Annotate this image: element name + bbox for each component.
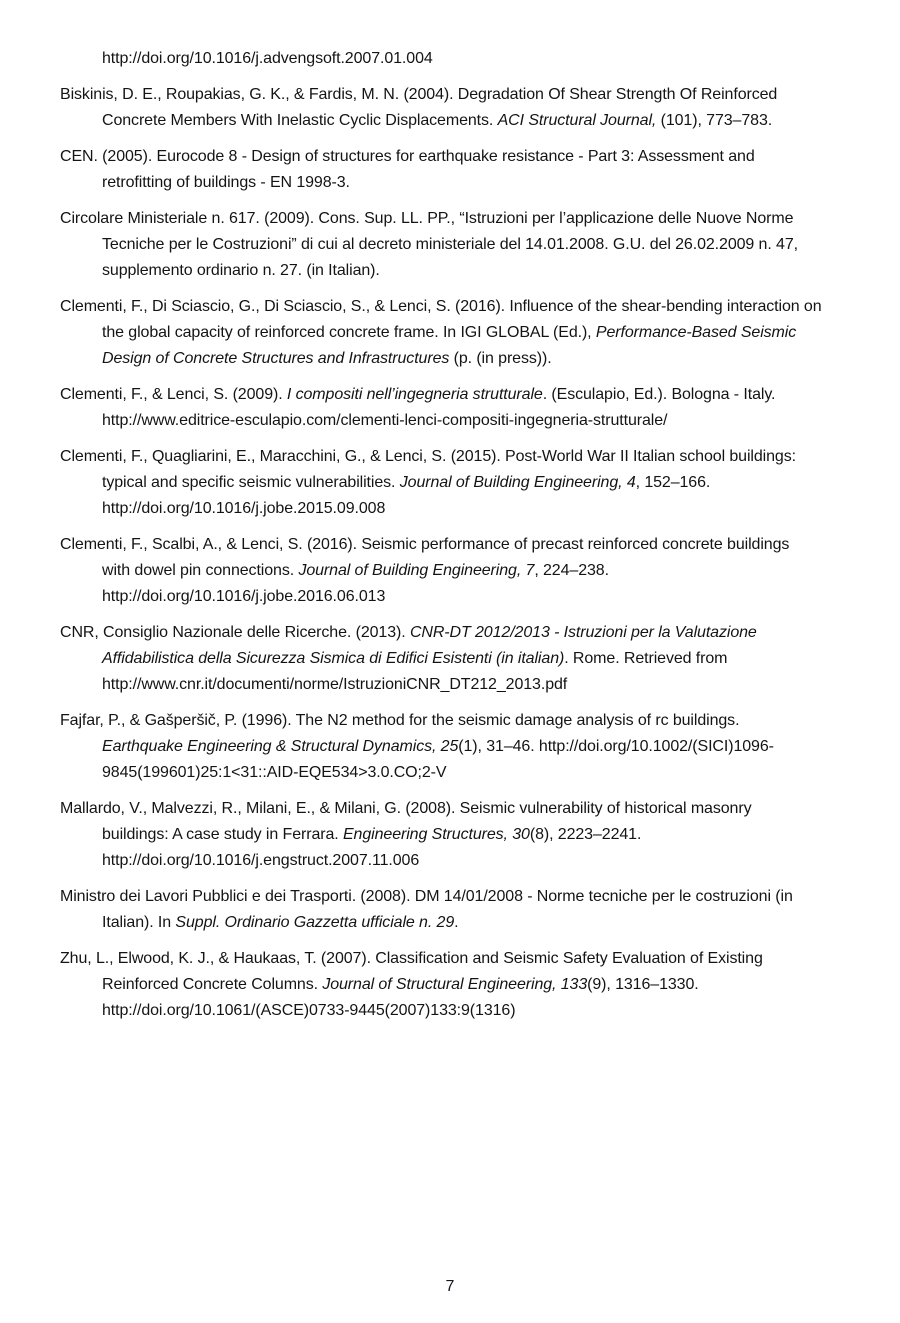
reference-line: with dowel pin connections. Journal of Building Engineering, 7, 224–238. xyxy=(102,562,609,579)
reference-entry xyxy=(30,620,886,698)
page-number: 7 xyxy=(445,1278,455,1295)
reference-entry xyxy=(30,444,886,522)
reference-line: Earthquake Engineering & Structural Dynamics, 25(1), 31–46. http://doi.org/10.1002/(SICI)1096- xyxy=(102,738,774,755)
reference-line: Affidabilistica della Sicurezza Sismica di Edifici Esistenti (in italian). Rome. Retrieved from xyxy=(102,650,728,667)
reference-entry xyxy=(30,708,886,786)
reference-line: http://doi.org/10.1016/j.jobe.2015.09.008 xyxy=(102,500,386,517)
reference-entry xyxy=(30,46,886,72)
reference-line: Tecniche per le Costruzioni” di cui al decreto ministeriale del 14.01.2008. G.U. del 26.02.2009 n. 47, xyxy=(102,236,798,253)
reference-line: http://doi.org/10.1016/j.jobe.2016.06.013 xyxy=(102,588,386,605)
reference-entry xyxy=(30,294,886,372)
reference-line: http://doi.org/10.1061/(ASCE)0733-9445(2007)133:9(1316) xyxy=(102,1002,516,1019)
reference-line: Biskinis, D. E., Roupakias, G. K., & Fardis, M. N. (2004). Degradation Of Shear Strength Of Reinforced xyxy=(60,86,778,103)
reference-line: Italian). In Suppl. Ordinario Gazzetta ufficiale n. 29. xyxy=(102,914,459,931)
reference-entry xyxy=(30,884,886,936)
reference-line: Circolare Ministeriale n. 617. (2009). Cons. Sup. LL. PP., “Istruzioni per l’applicazione delle Nuove Norme xyxy=(60,210,794,227)
reference-line: http://www.cnr.it/documenti/norme/IstruzioniCNR_DT212_2013.pdf xyxy=(102,676,568,693)
reference-line: supplemento ordinario n. 27. (in Italian). xyxy=(102,262,380,279)
reference-line: Concrete Members With Inelastic Cyclic Displacements. ACI Structural Journal, (101), 773–783. xyxy=(102,112,773,129)
reference-line: http://doi.org/10.1016/j.advengsoft.2007.01.004 xyxy=(102,50,433,67)
reference-entry xyxy=(30,796,886,874)
reference-line: the global capacity of reinforced concrete frame. In IGI GLOBAL (Ed.), Performance-Based Seismic xyxy=(102,324,797,341)
reference-line: Mallardo, V., Malvezzi, R., Milani, E., & Milani, G. (2008). Seismic vulnerability of historical masonry xyxy=(60,800,752,817)
reference-line: Design of Concrete Structures and Infrastructures (p. (in press)). xyxy=(102,350,552,367)
reference-entry xyxy=(30,382,886,434)
reference-entry xyxy=(30,532,886,610)
reference-line: retrofitting of buildings - EN 1998-3. xyxy=(102,174,350,191)
references-list xyxy=(30,46,886,1024)
reference-line: Clementi, F., Di Sciascio, G., Di Sciascio, S., & Lenci, S. (2016). Influence of the shear-bending interaction on xyxy=(60,298,822,315)
reference-line: Clementi, F., Scalbi, A., & Lenci, S. (2016). Seismic performance of precast reinforced concrete buildings xyxy=(60,536,790,553)
reference-entry xyxy=(30,82,886,134)
reference-entry xyxy=(30,946,886,1024)
reference-line: Clementi, F., & Lenci, S. (2009). I compositi nell’ingegneria strutturale. (Esculapio, Ed.). Bologna - Italy. xyxy=(60,386,776,403)
reference-entry xyxy=(30,144,886,196)
reference-line: typical and specific seismic vulnerabilities. Journal of Building Engineering, 4, 152–166. xyxy=(102,474,711,491)
reference-line: buildings: A case study in Ferrara. Engineering Structures, 30(8), 2223–2241. xyxy=(102,826,642,843)
reference-line: Ministro dei Lavori Pubblici e dei Trasporti. (2008). DM 14/01/2008 - Norme tecniche per le costruzioni (in xyxy=(60,888,793,905)
reference-line: http://doi.org/10.1016/j.engstruct.2007.11.006 xyxy=(102,852,420,869)
reference-line: Zhu, L., Elwood, K. J., & Haukaas, T. (2007). Classification and Seismic Safety Evaluation of Existing xyxy=(60,950,763,967)
reference-line: 9845(199601)25:1<31::AID-EQE534>3.0.CO;2-V xyxy=(102,764,447,781)
reference-line: Fajfar, P., & Gašperšič, P. (1996). The N2 method for the seismic damage analysis of rc buildings. xyxy=(60,712,740,729)
reference-line: CNR, Consiglio Nazionale delle Ricerche. (2013). CNR-DT 2012/2013 - Istruzioni per la Valutazione xyxy=(60,624,757,641)
reference-line: http://www.editrice-esculapio.com/clementi-lenci-compositi-ingegneria-strutturale/ xyxy=(102,412,668,429)
reference-entry xyxy=(30,206,886,284)
reference-line: Reinforced Concrete Columns. Journal of Structural Engineering, 133(9), 1316–1330. xyxy=(102,976,699,993)
reference-line: CEN. (2005). Eurocode 8 - Design of structures for earthquake resistance - Part 3: Assessment and xyxy=(60,148,755,165)
reference-line: Clementi, F., Quagliarini, E., Maracchini, G., & Lenci, S. (2015). Post-World War II Italian school buildings: xyxy=(60,448,796,465)
